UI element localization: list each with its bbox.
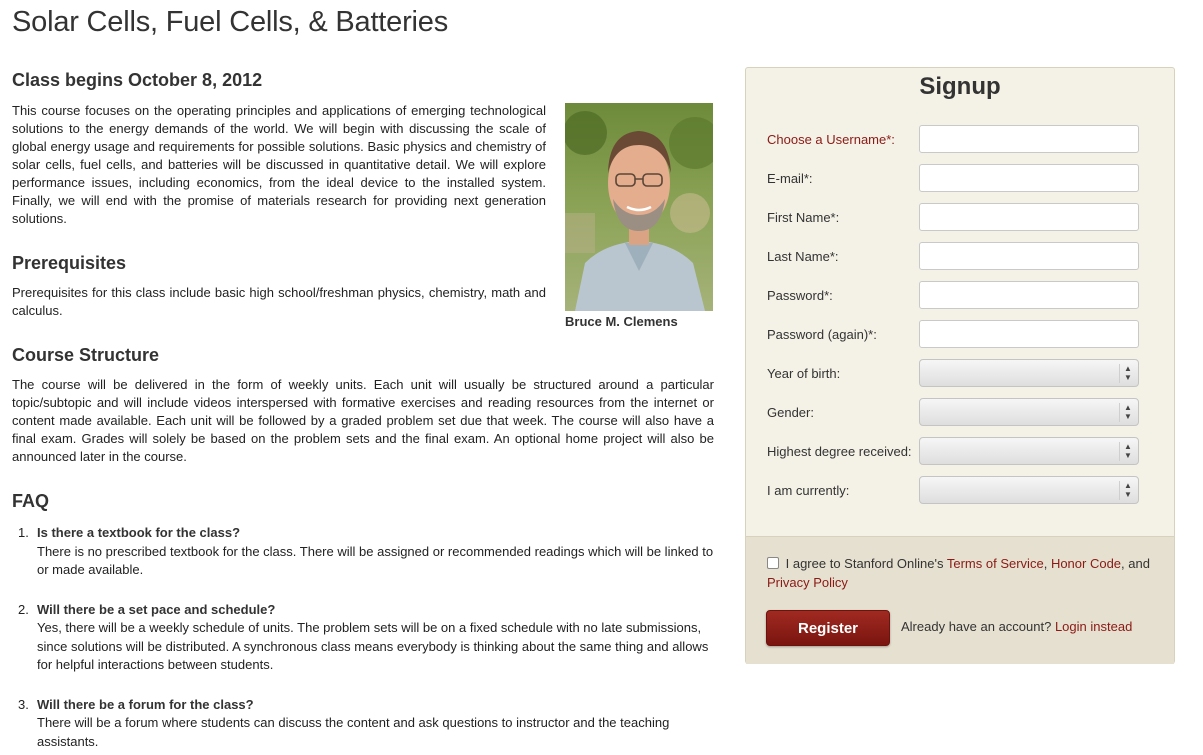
comma-text: , [1043,556,1048,571]
select-divider [1119,481,1120,500]
gender-label: Gender: [767,405,814,420]
course-intro: This course focuses on the operating principles and applications of emerging technological solutions to the energy demands of the world. We will begin with discussing the scale of global energy usage and requirements for possible solutions. Basic physics and chemistry of solar cells, fuel cells, and batteries will be discussed in quantitative detail. We will explore performance issues, including economics, from the ideal device to the installed system. Finally, we will end with the promise of materials research for providing next generation solutions. [12,103,546,226]
email-label: E-mail*: [767,171,813,186]
signup-panel [745,67,1175,664]
updown-arrows-icon: ▲ ▼ [1124,442,1132,460]
login-instead-link[interactable]: Login instead [1054,619,1133,634]
first-name-label: First Name*: [767,210,840,225]
email-row [767,164,1140,192]
password-input[interactable] [919,281,1139,309]
year-of-birth-label: Year of birth: [767,366,841,381]
privacy-policy-link[interactable]: Privacy Policy [767,575,848,590]
agree-text: I agree to Stanford Online's [785,556,944,571]
agree-checkbox[interactable] [767,557,779,569]
currently-label: I am currently: [767,483,850,498]
degree-row [767,437,1140,465]
last-name-row [767,242,1140,270]
already-account [901,619,1132,634]
first-name-input[interactable] [919,203,1139,231]
password-label: Password*: [767,288,833,303]
select-divider [1119,403,1120,422]
gender-select[interactable] [919,398,1139,426]
faq-item [12,524,714,580]
faq-item [12,601,714,675]
faq-answer: There is no prescribed textbook for the class. There will be assigned or recommended readings which will be linked to or made available. [37,543,714,577]
select-divider [1119,364,1120,383]
already-text: Already have an account? [901,619,1052,634]
password-again-label: Password (again)*: [767,327,877,342]
instructor-name: Bruce M. Clemens [565,314,678,329]
currently-select[interactable] [919,476,1139,504]
page-title: Solar Cells, Fuel Cells, & Batteries [12,6,449,38]
faq-number: 1. [18,525,29,540]
currently-row [767,476,1140,504]
username-input[interactable] [919,125,1139,153]
faq-question: Will there be a set pace and schedule? [37,601,276,617]
register-button[interactable]: Register [766,610,890,646]
faq-number: 3. [18,696,29,712]
gender-row [767,398,1140,426]
faq-heading: FAQ [12,491,50,511]
password-again-row [767,320,1140,348]
username-row [767,125,1140,153]
degree-select[interactable] [919,437,1139,465]
signup-title: Signup [919,73,1001,100]
faq-item [12,696,714,752]
last-name-label: Last Name*: [767,249,839,264]
faq-list [12,524,714,755]
username-label: Choose a Username*: [767,132,895,147]
updown-arrows-icon: ▲ ▼ [1124,481,1132,499]
email-input[interactable] [919,164,1139,192]
year-of-birth-row [767,359,1140,387]
terms-of-service-link[interactable]: Terms of Service [946,556,1044,571]
last-name-input[interactable] [919,242,1139,270]
instructor-photo [565,103,713,311]
signup-footer [746,536,1174,664]
faq-number: 2. [18,601,29,617]
faq-question: Is there a textbook for the class? [37,525,241,540]
password-row [767,281,1140,309]
prerequisites-text: Prerequisites for this class include basic high school/freshman physics, chemistry, math and calculus. [12,285,546,318]
prerequisites-heading: Prerequisites [12,253,127,273]
faq-answer: Yes, there will be a weekly schedule of units. The problem sets will be on a fixed schedule with no late submissions, since solutions will be distributed. A synchronous class means everybody is thinking about the same thing and allows for helpful interactions between students. [37,620,709,672]
agree-row [767,554,1162,592]
course-structure-text: The course will be delivered in the form of weekly units. Each unit will usually be structured around a particular topic/subtopic and will include videos interspersed with formative exercises and reading resources from the internet or content made available. Each unit will be followed by a graded problem set due that week. The course will also have a final exam. Grades will solely be based on the problem sets and the final exam. An optional home project will also be announced later in the course. [12,377,714,464]
degree-label: Highest degree received: [767,444,912,459]
updown-arrows-icon: ▲ ▼ [1124,403,1132,421]
honor-code-link[interactable]: Honor Code [1050,556,1122,571]
password-again-input[interactable] [919,320,1139,348]
course-structure-heading: Course Structure [12,345,160,365]
updown-arrows-icon: ▲ ▼ [1124,364,1132,382]
and-text: , and [1121,556,1150,571]
faq-question: Will there be a forum for the class? [37,696,254,712]
select-divider [1119,442,1120,461]
year-of-birth-select[interactable] [919,359,1139,387]
class-begins-heading: Class begins October 8, 2012 [12,70,263,90]
first-name-row [767,203,1140,231]
faq-answer: There will be a forum where students can discuss the content and ask questions to instructor and the teaching assistants. [37,715,670,749]
instructor-photo-block [565,103,713,329]
